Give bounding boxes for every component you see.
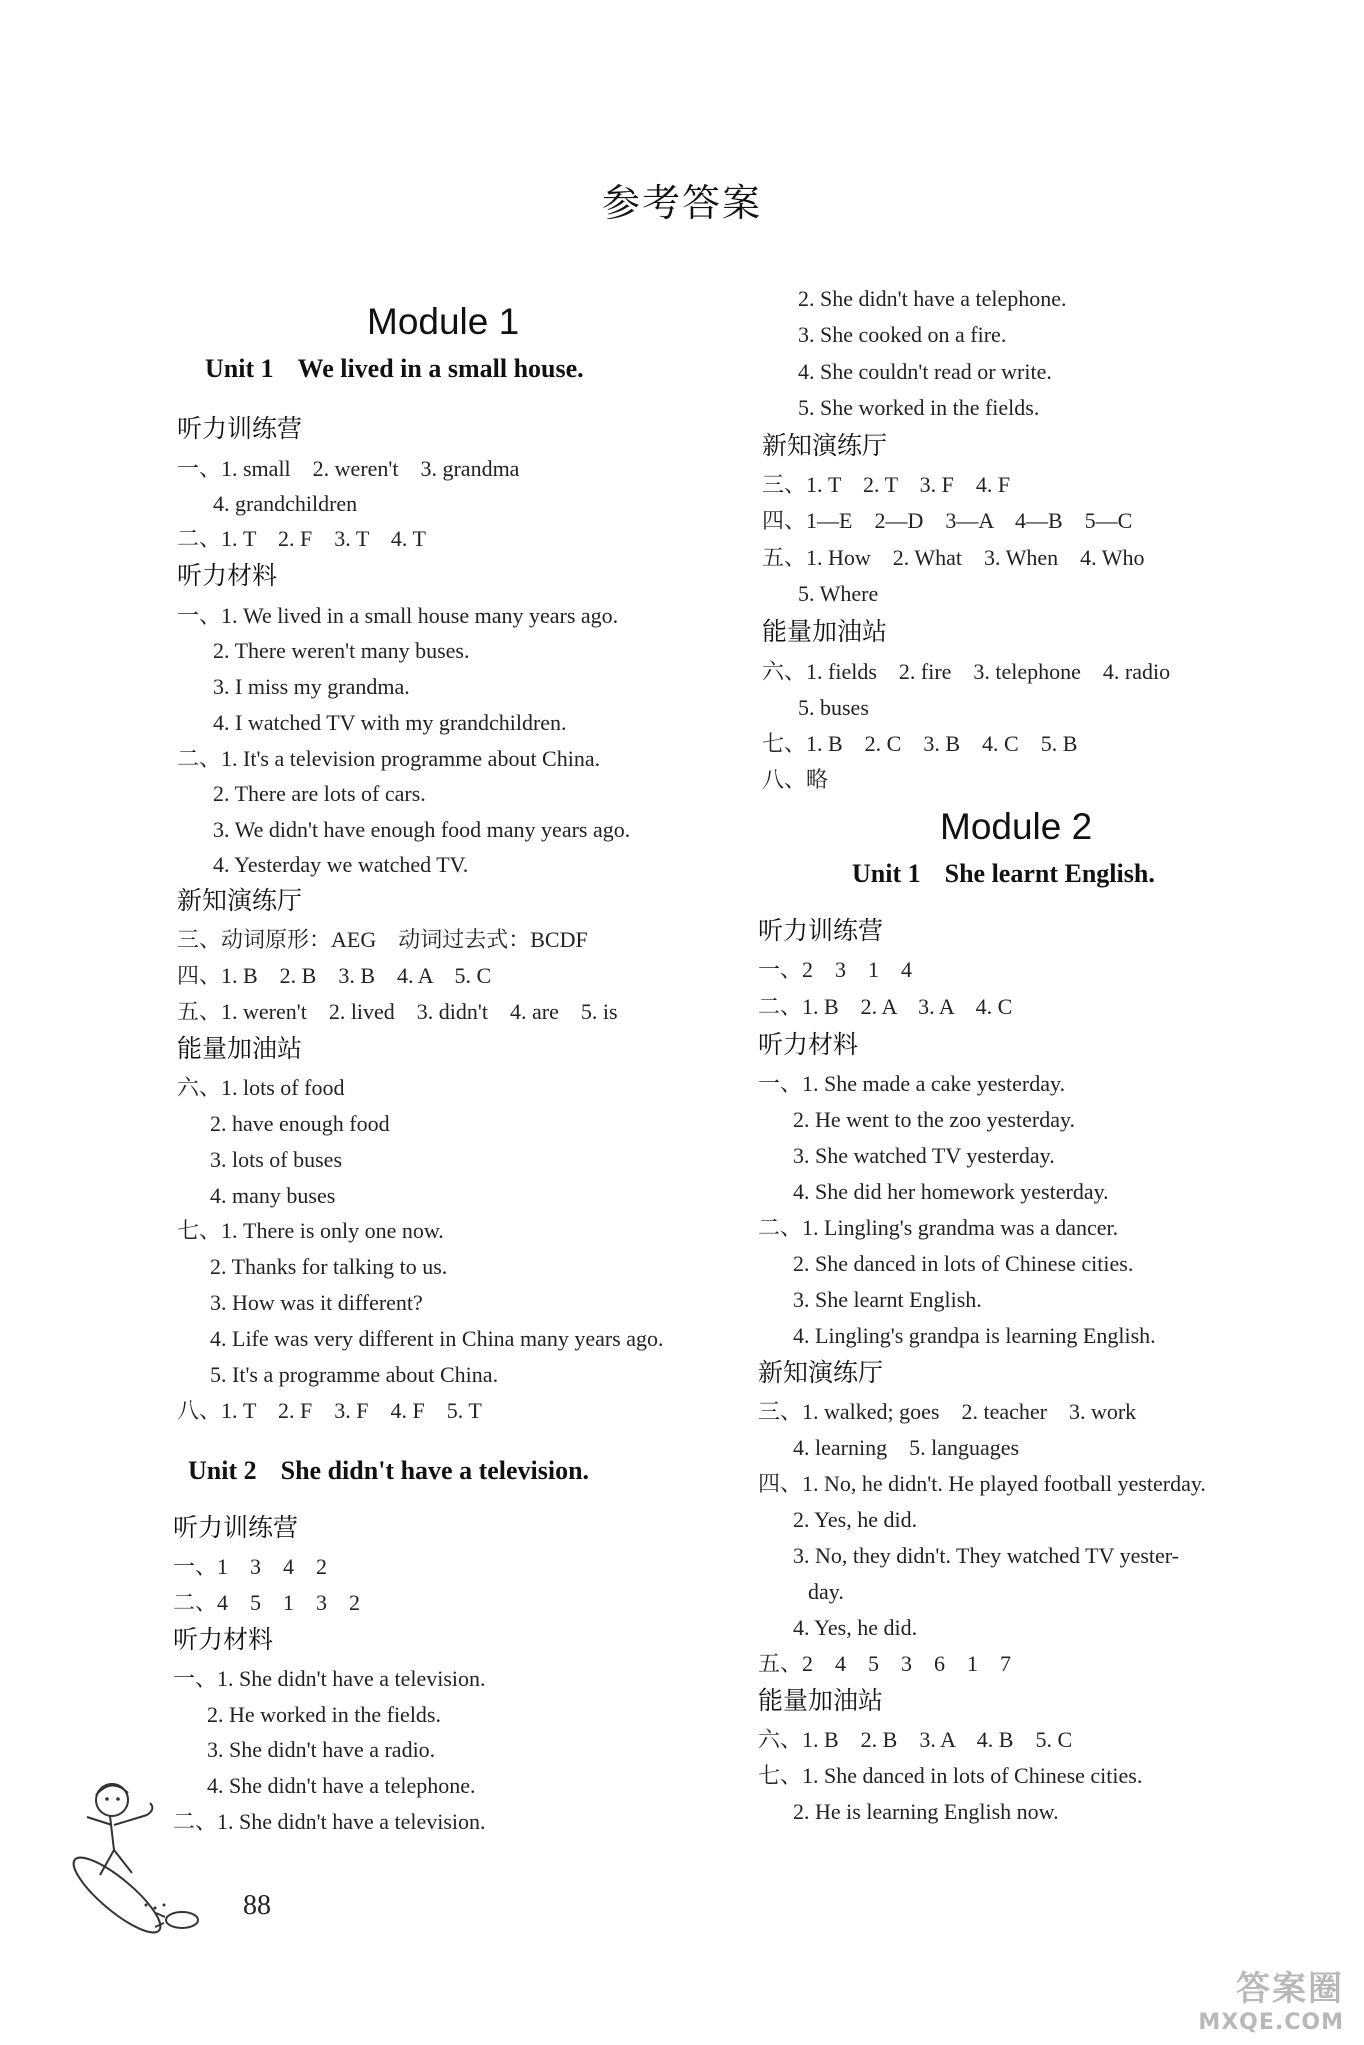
section-heading: 听力材料 (173, 1625, 274, 1654)
answer-line: 2. She didn't have a telephone. (798, 286, 1067, 311)
answer-line: 二、1. B 2. A 3. A 4. C (758, 994, 1013, 1019)
answer-line: 四、1. No, he didn't. He played football yesterday. (758, 1471, 1206, 1496)
answer-line: 3. We didn't have enough food many years ago. (213, 817, 631, 842)
answer-line: 4. Life was very different in China many years ago. (210, 1326, 664, 1351)
answer-line: 3. How was it different? (210, 1290, 423, 1315)
answer-line: 二、1. She didn't have a television. (173, 1809, 486, 1834)
answer-line: 3. She watched TV yesterday. (793, 1143, 1055, 1168)
watermark-text: 答案圈 (1236, 1969, 1344, 2009)
answer-line: 4. She couldn't read or write. (798, 359, 1052, 384)
answer-line: 二、1. It's a television programme about China. (177, 746, 601, 771)
answer-line: 2. Yes, he did. (793, 1507, 918, 1532)
answer-line: 5. buses (798, 695, 869, 720)
watermark (1198, 1961, 1344, 2035)
answer-line: 八、1. T 2. F 3. F 4. F 5. T (177, 1398, 482, 1423)
answer-line: 3. I miss my grandma. (213, 674, 410, 699)
answer-line: 2. He is learning English now. (793, 1799, 1059, 1824)
section-heading: 听力材料 (177, 561, 278, 590)
section-heading: 能量加油站 (758, 1686, 884, 1715)
answer-line: 3. She cooked on a fire. (798, 322, 1007, 347)
answer-line: 一、1. small 2. weren't 3. grandma (177, 456, 520, 481)
answer-line: 4. Yes, he did. (793, 1615, 918, 1640)
answer-line: 七、1. B 2. C 3. B 4. C 5. B (762, 731, 1078, 756)
answer-line: 二、1. T 2. F 3. T 4. T (177, 526, 426, 551)
answer-line: 四、1. B 2. B 3. B 4. A 5. C (177, 963, 492, 988)
answer-line: 五、1. weren't 2. lived 3. didn't 4. are 5. is (177, 999, 618, 1024)
answer-line: 三、动词原形：AEG 动词过去式：BCDF (177, 927, 588, 952)
answer-line: 六、1. B 2. B 3. A 4. B 5. C (758, 1727, 1073, 1752)
answer-line: 3. No, they didn't. They watched TV yester- (793, 1543, 1179, 1568)
answer-line: 4. many buses (210, 1183, 336, 1208)
section-heading: 听力训练营 (758, 916, 884, 945)
section-heading: 新知演练厅 (762, 431, 888, 460)
answer-line: 一、2 3 1 4 (758, 957, 913, 982)
watermark-url: MXQE.COM (1198, 2010, 1344, 2035)
answer-line: 2. Thanks for talking to us. (210, 1254, 448, 1279)
answer-line: 2. She danced in lots of Chinese cities. (793, 1251, 1134, 1276)
unit-number: Unit 1 (205, 354, 274, 383)
answer-line: 4. She did her homework yesterday. (793, 1179, 1109, 1204)
answer-line: 4. Lingling's grandpa is learning English. (793, 1323, 1156, 1348)
answer-line: 4. grandchildren (213, 491, 358, 516)
answer-line: 七、1. There is only one now. (177, 1218, 444, 1243)
page-title: 参考答案 (601, 181, 762, 225)
unit-title: She learnt English. (944, 859, 1155, 888)
answer-line: 3. She learnt English. (793, 1287, 982, 1312)
unit-1-heading (205, 352, 584, 386)
answer-line: 二、1. Lingling's grandma was a dancer. (758, 1215, 1119, 1240)
answer-line: 二、4 5 1 3 2 (173, 1590, 361, 1615)
module-2-heading: Module 2 (940, 806, 1093, 847)
answer-line: day. (808, 1579, 844, 1604)
answer-line: 六、1. fields 2. fire 3. telephone 4. radio (762, 659, 1171, 684)
answer-line: 四、1—E 2—D 3—A 4—B 5—C (762, 508, 1133, 533)
answer-line: 2. There weren't many buses. (213, 638, 470, 663)
answer-line: 5. It's a programme about China. (210, 1362, 499, 1387)
answer-line: 一、1. She didn't have a television. (173, 1666, 486, 1691)
surfer-mascot-illustration (52, 1755, 222, 1935)
answer-line: 三、1. T 2. T 3. F 4. F (762, 472, 1011, 497)
section-heading: 新知演练厅 (177, 886, 303, 915)
answer-line: 2. There are lots of cars. (213, 781, 426, 806)
answer-line: 4. Yesterday we watched TV. (213, 852, 469, 877)
page-number: 88 (243, 1890, 271, 1921)
answer-line: 4. learning 5. languages (793, 1435, 1020, 1460)
answer-line: 5. She worked in the fields. (798, 395, 1040, 420)
answer-line: 3. She didn't have a radio. (207, 1737, 436, 1762)
unit-number: Unit 2 (188, 1456, 257, 1485)
answer-line: 五、2 4 5 3 6 1 7 (758, 1651, 1012, 1676)
answer-line: 2. have enough food (210, 1111, 390, 1136)
unit-title: She didn't have a television. (280, 1456, 590, 1485)
answer-line: 五、1. How 2. What 3. When 4. Who (762, 545, 1145, 570)
unit-title: We lived in a small house. (297, 354, 584, 383)
answer-line: 4. I watched TV with my grandchildren. (213, 710, 567, 735)
answer-line: 七、1. She danced in lots of Chinese cities. (758, 1763, 1143, 1788)
section-heading: 听力材料 (758, 1030, 859, 1059)
answer-line: 六、1. lots of food (177, 1075, 345, 1100)
section-heading: 听力训练营 (177, 414, 303, 443)
answer-line: 4. She didn't have a telephone. (207, 1773, 476, 1798)
answer-line: 一、1 3 4 2 (173, 1554, 328, 1579)
section-heading: 听力训练营 (173, 1513, 299, 1542)
module-1-heading: Module 1 (367, 301, 520, 342)
unit-2-heading (188, 1454, 589, 1488)
section-heading: 新知演练厅 (758, 1358, 884, 1387)
answer-line: 5. Where (798, 581, 879, 606)
module-2-unit-1-heading (852, 857, 1155, 891)
answer-line: 一、1. We lived in a small house many years ago. (177, 603, 619, 628)
answer-line: 八、略 (762, 767, 829, 792)
answer-line: 2. He went to the zoo yesterday. (793, 1107, 1076, 1132)
answer-line: 一、1. She made a cake yesterday. (758, 1071, 1066, 1096)
section-heading: 能量加油站 (177, 1034, 303, 1063)
section-heading: 能量加油站 (762, 617, 888, 646)
unit-number: Unit 1 (852, 859, 921, 888)
answer-line: 三、1. walked; goes 2. teacher 3. work (758, 1399, 1137, 1424)
answer-line: 3. lots of buses (210, 1147, 342, 1172)
answer-line: 2. He worked in the fields. (207, 1702, 441, 1727)
